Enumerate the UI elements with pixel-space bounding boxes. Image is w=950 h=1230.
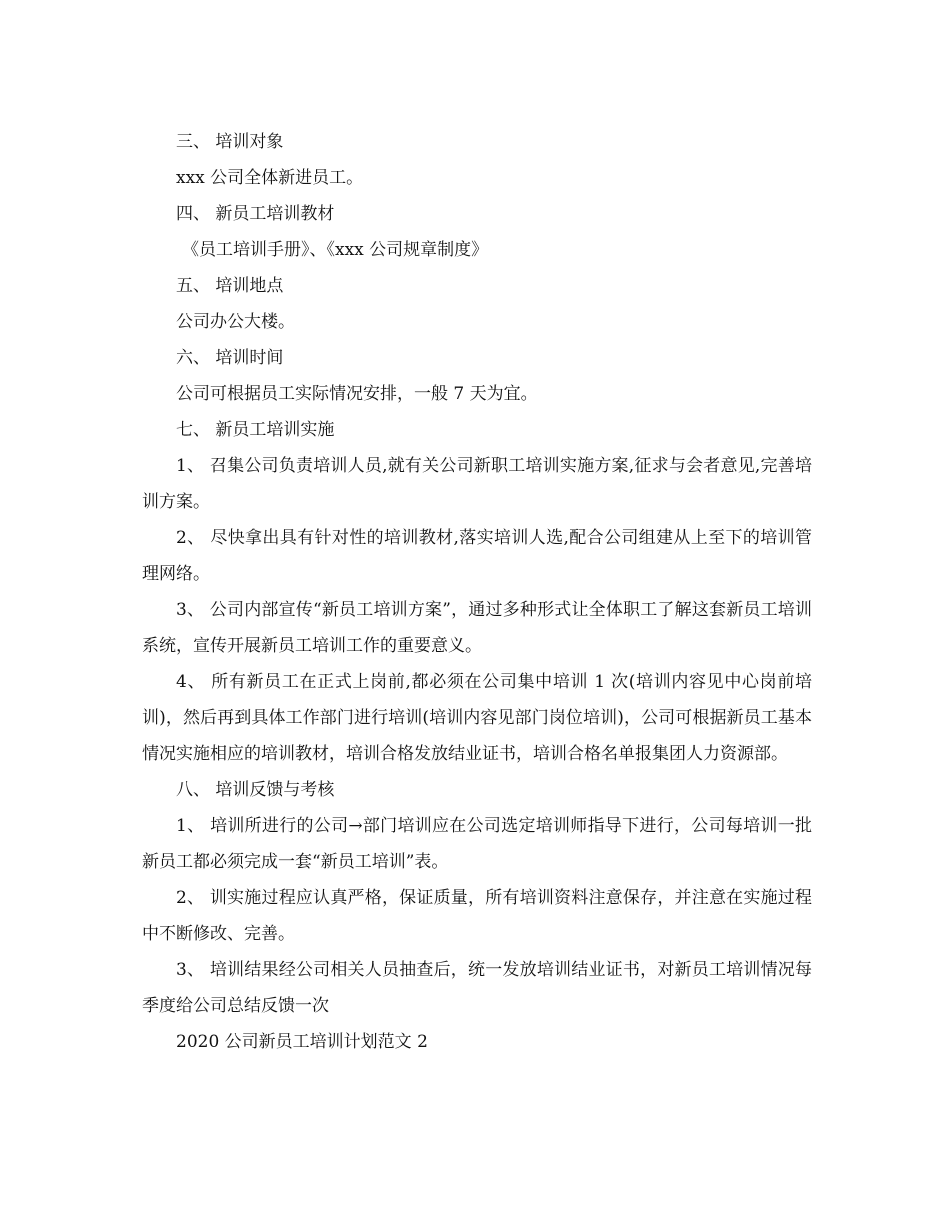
document-body: [142, 124, 812, 1060]
section-heading-7: 七、 新员工培训实施: [176, 420, 335, 440]
feedback-item-1: 1、 培训所进行的公司→部门培训应在公司选定培训师指导下进行，公司每培训一批新员工都必须完成一套“新员工培训”表。: [142, 816, 812, 872]
section-heading-6: 六、 培训时间: [176, 348, 284, 368]
implementation-item-2: 2、 尽快拿出具有针对性的培训教材,落实培训人选,配合公司组建从上至下的培训管理网络。: [142, 528, 812, 584]
training-materials-text: 《员工培训手册》、《xxx 公司规章制度》: [182, 240, 489, 260]
next-article-title: 2020 公司新员工培训计划范文 2: [176, 1032, 428, 1052]
feedback-item-3: 3、 培训结果经公司相关人员抽查后，统一发放培训结业证书，对新员工培训情况每季度给公司总结反馈一次: [142, 960, 812, 1016]
training-time-text: 公司可根据员工实际情况安排，一般 7 天为宜。: [176, 384, 538, 404]
section-heading-5: 五、 培训地点: [176, 276, 284, 296]
implementation-item-1: 1、 召集公司负责培训人员,就有关公司新职工培训实施方案,征求与会者意见,完善培训方案。: [142, 456, 812, 512]
implementation-item-3: 3、 公司内部宣传“新员工培训方案”，通过多种形式让全体职工了解这套新员工培训系统，宣传开展新员工培训工作的重要意义。: [142, 600, 812, 656]
feedback-item-2: 2、 训实施过程应认真严格，保证质量，所有培训资料注意保存，并注意在实施过程中不断修改、完善。: [142, 888, 812, 944]
training-target-text: xxx 公司全体新进员工。: [176, 168, 364, 188]
implementation-item-4: 4、 所有新员工在正式上岗前,都必须在公司集中培训 1 次(培训内容见中心岗前培训)，然后再到具体工作部门进行培训(培训内容见部门岗位培训)，公司可根据新员工基本情况实施相应的培训教材，培训合格发放结业证书，培训合格名单报集团人力资源部。: [142, 672, 812, 764]
section-heading-4: 四、 新员工培训教材: [176, 204, 335, 224]
section-heading-8: 八、 培训反馈与考核: [176, 780, 335, 800]
section-heading-3: 三、 培训对象: [176, 132, 284, 152]
training-location-text: 公司办公大楼。: [176, 312, 295, 332]
